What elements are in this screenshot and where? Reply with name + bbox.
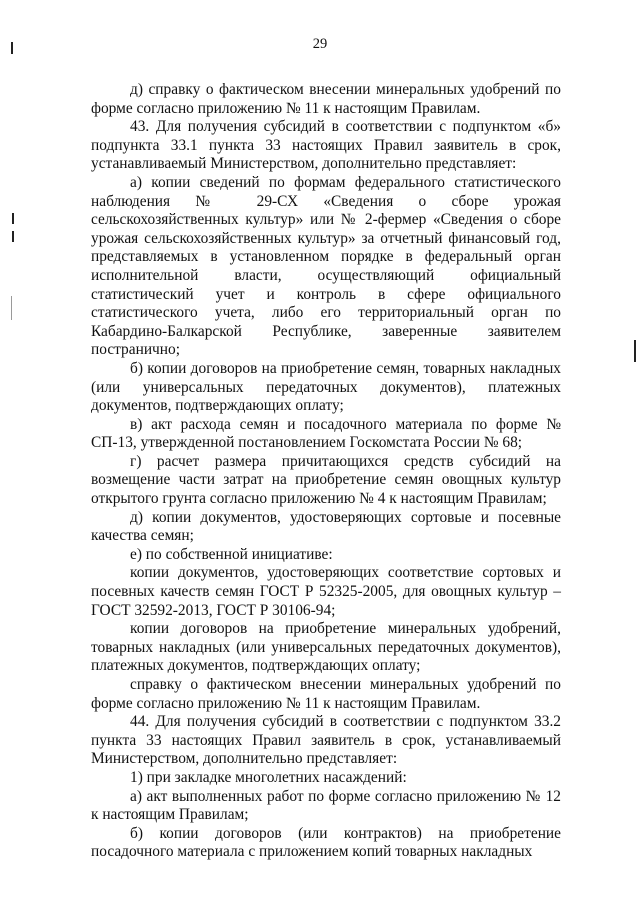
paragraph-43-g: г) расчет размера причитающихся средств субсидий на возмещение части затрат на приобретение семян овощных культур открытого грунта согласно приложению № 4 к настоящим Правилам;: [91, 452, 561, 508]
paragraph-43-d: д) справку о фактическом внесении минеральных удобрений по форме согласно приложению № 11 к настоящим Правилам.: [91, 81, 561, 117]
paragraph-43-a: а) копии сведений по формам федерального статистического наблюдения № 29-СХ «Сведения о сборе урожая сельскохозяйственных культур» или № 2-фермер «Сведения о сборе урожая сельскохозяйственных культур» за отчетный финансовый год, представляемых в установленном порядке в федеральный орган исполнительной власти, осуществляющий официальный статистический учет и контроль в сфере официального статистического учета, либо его территориальный орган по Кабардино-Балкарской Республике, заверенные заявителем постранично;: [91, 173, 561, 359]
scan-edge-mark: [12, 231, 14, 242]
paragraph-43-e-1: копии документов, удостоверяющих соответствие сортовых и посевных качеств семян ГОСТ Р 52325-2005, для овощных культур – ГОСТ 32592-2013, ГОСТ Р 30106-94;: [91, 564, 561, 619]
paragraph-43-e-2: копии договоров на приобретение минеральных удобрений, товарных накладных (или универсальных передаточных документов), платежных документов, подтверждающих оплату;: [91, 620, 561, 675]
scan-edge-mark: [11, 296, 12, 320]
scan-edge-mark: [11, 42, 13, 54]
document-body: [91, 81, 561, 862]
scan-edge-mark: [634, 340, 636, 362]
paragraph-44-1-b: б) копии договоров (или контрактов) на приобретение посадочного материала с приложением копий товарных накладных: [91, 824, 561, 861]
paragraph-44-1-a: а) акт выполненных работ по форме согласно приложению № 12 к настоящим Правилам;: [91, 787, 561, 824]
paragraph-44: 44. Для получения субсидий в соответствии с подпунктом 33.2 пункта 33 настоящих Правил заявитель в срок, устанавливаемый Министерством, дополнительно представляет:: [91, 713, 561, 768]
page-number: 29: [312, 36, 328, 52]
paragraph-43: 43. Для получения субсидий в соответствии с подпунктом «б» подпункта 33.1 пункта 33 настоящих Правил заявитель в срок, устанавливаемый Министерством, дополнительно представляет:: [91, 118, 561, 173]
paragraph-43-v: в) акт расхода семян и посадочного материала по форме № СП-13, утвержденной постановлением Госкомстата России № 68;: [91, 415, 561, 452]
scan-edge-mark: [12, 213, 14, 224]
paragraph-43-d2: д) копии документов, удостоверяющих сортовые и посевные качества семян;: [91, 508, 561, 545]
paragraph-43-e: е) по собственной инициативе:: [130, 545, 333, 563]
paragraph-44-1: 1) при закладке многолетних насаждений:: [130, 768, 407, 786]
paragraph-43-b: б) копии договоров на приобретение семян, товарных накладных (или универсальных передаточных документов), платежных документов, подтверждающих оплату;: [91, 359, 561, 415]
paragraph-43-e-3: справку о фактическом внесении минеральных удобрений по форме согласно приложению № 11 к настоящим Правилам.: [91, 676, 561, 712]
